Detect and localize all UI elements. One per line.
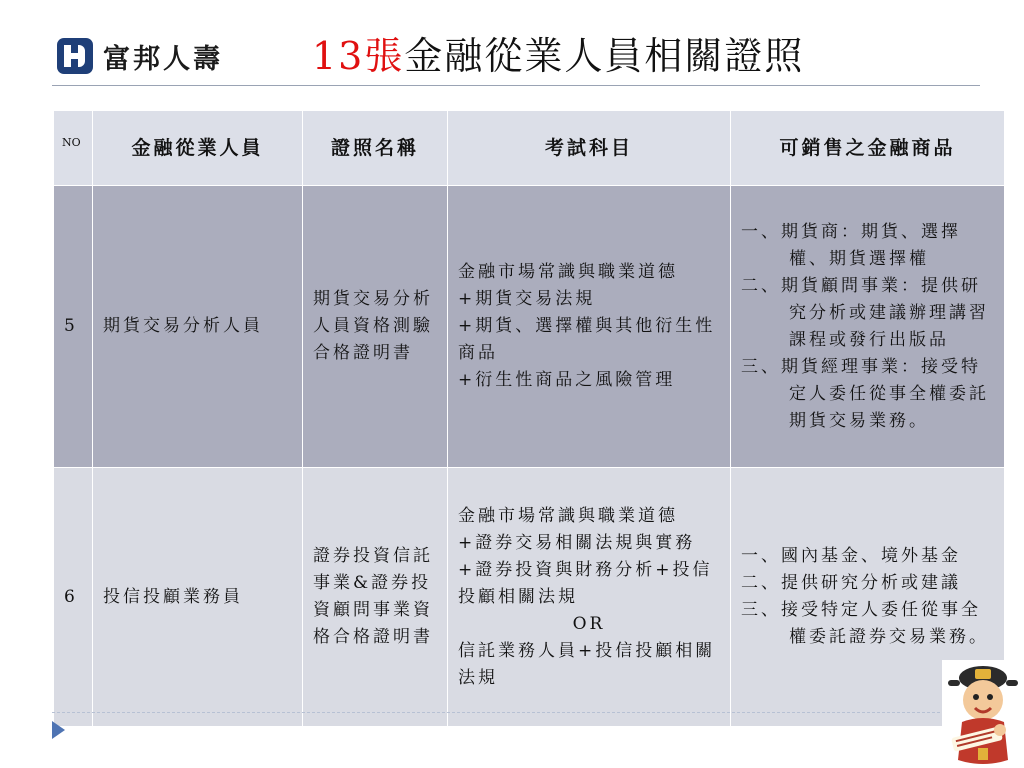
table-row [54, 186, 1005, 468]
mascot-figure [942, 660, 1024, 768]
logo-text: 富邦人壽 [103, 43, 223, 75]
product-item: 二、提供研究分析或建議 [741, 573, 961, 593]
subject-item: 金融市場常識與職業道德 [458, 262, 678, 282]
license-table [53, 110, 1005, 727]
row-subjects [448, 468, 731, 727]
header-role: 金融從業人員 [93, 111, 303, 186]
product-item: 三、接受特定人委任從事全權委託證券交易業務。 [741, 600, 989, 647]
subject-item: +期貨交易法規 [458, 289, 596, 309]
row-products [731, 186, 1005, 468]
header-products: 可銷售之金融商品 [731, 111, 1005, 186]
product-item: 三、期貨經理事業：接受特定人委任從事全權委託期貨交易業務。 [741, 356, 989, 431]
play-arrow-icon [52, 721, 65, 739]
title-text: 金融從業人員相關證照 [404, 34, 805, 78]
product-item: 一、國內基金、境外基金 [741, 546, 961, 566]
subject-item: +衍生性商品之風險管理 [458, 370, 676, 390]
subject-item: +證券交易相關法規與實務 [458, 532, 696, 553]
row-license: 期貨交易分析人員資格測驗合格證明書 [303, 186, 448, 468]
header-subjects: 考試科目 [448, 111, 731, 186]
subject-item: 金融市場常識與職業道德 [458, 505, 678, 526]
fubon-logo-icon [57, 38, 93, 74]
title-divider [52, 85, 980, 86]
company-logo [57, 36, 223, 76]
title-highlight: 13張 [312, 34, 405, 78]
subject-alt: 信託業務人員+投信投顧相關法規 [458, 640, 716, 688]
footer-divider [52, 712, 980, 713]
header-no: NO [54, 111, 93, 186]
header-license: 證照名稱 [303, 111, 448, 186]
row-no: 5 [54, 186, 93, 468]
product-item: 一、期貨商：期貨、選擇權、期貨選擇權 [741, 221, 961, 269]
slide-title [312, 32, 804, 80]
row-role: 期貨交易分析人員 [93, 186, 303, 468]
product-item: 二、期貨顧問事業：提供研究分析或建議辦理講習課程或發行出版品 [741, 275, 989, 350]
row-no: 6 [54, 468, 93, 727]
subject-item: +期貨、選擇權與其他衍生性商品 [458, 316, 716, 363]
subject-or: OR [572, 613, 606, 634]
table-header-row [54, 111, 1005, 186]
table-row [54, 468, 1005, 727]
row-license: 證券投資信託事業&證券投資顧問事業資格合格證明書 [303, 468, 448, 727]
subject-item: +證券投資與財務分析+投信投顧相關法規 [458, 559, 713, 607]
row-subjects [448, 186, 731, 468]
row-role: 投信投顧業務員 [93, 468, 303, 727]
